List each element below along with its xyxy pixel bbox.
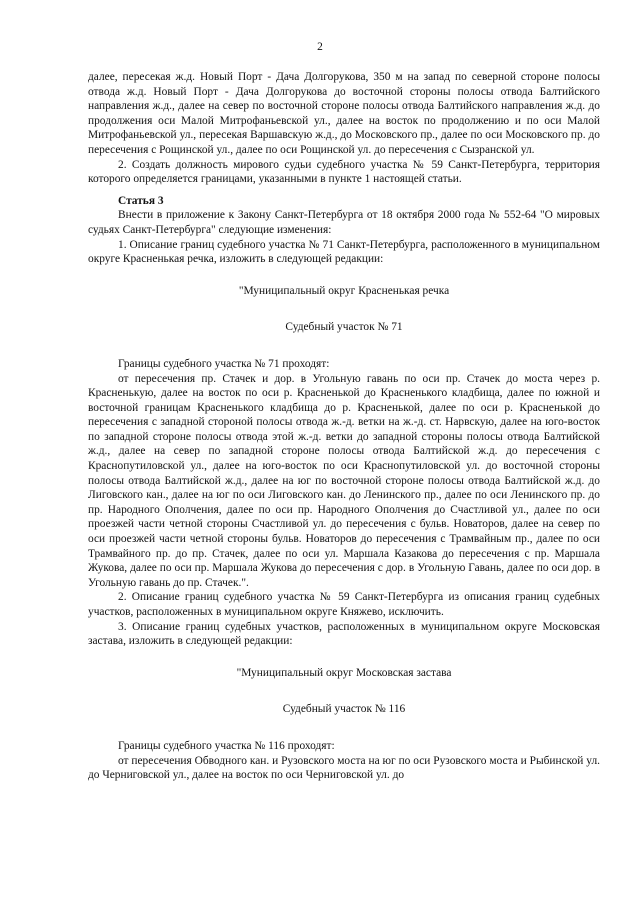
page-number: 2 [317,41,323,53]
section-heading-71: Судебный участок № 71 [285,321,403,334]
bounds-116-description: от пересечения Обводного кан. и Рузовского моста на юг по оси Рузовского моста и Рыбинской ул. до Черниговской ул., далее на восток по оси Черниговской ул. до [88,754,600,782]
paragraph-item-2: 2. Создать должность мирового судьи судебного участка № 59 Санкт-Петербурга, территория которого определяется границами, указанными в пункте 1 настоящей статьи. [88,158,600,186]
district-heading-krasnenkaya: "Муниципальный округ Красненькая речка [238,284,450,297]
document-body [88,70,600,783]
paragraph-continuation: далее, пересекая ж.д. Новый Порт - Дача Долгорукова, 350 м на запад по северной стороне полосы отвода ж.д. Новый Порт - Дача Долгорукова до восточной стороны полосы отвода Балтийского направления ж.д., далее на север по восточной стороне полосы отвода Балтийского направления ж.д. до продолжения оси Малой Митрофаньевской ул., далее на восток по продолжению и по оси Малой Митрофаньевской ул., пересекая Варшавскую ж.д., до Московского пр., далее по оси Московского пр. до пересечения с Рощинской ул., далее по оси Рощинской ул. до пересечения с Сызранской ул. [88,71,600,156]
article-3-heading: Статья 3 [118,194,164,207]
paragraph-amendment-1: 1. Описание границ судебного участка № 71 Санкт-Петербурга, расположенного в муниципальном округе Красненькая речка, изложить в следующей редакции: [88,238,600,266]
bounds-71-intro: Границы судебного участка № 71 проходят: [118,357,330,370]
article-3-intro: Внести в приложение к Закону Санкт-Петербурга от 18 октября 2000 года № 552-64 "О мировых судьях Санкт-Петербурга" следующие изменения: [88,209,600,236]
section-heading-116: Судебный участок № 116 [282,703,406,716]
paragraph-amendment-3: 3. Описание границ судебных участков, расположенных в муниципальном округе Московская застава, изложить в следующей редакции: [88,620,600,648]
bounds-71-description: от пересечения пр. Стачек и дор. в Угольную гавань по оси пр. Стачек до моста через р. Красненькую, далее на восток по оси р. Красненькой до Красненького кладбища, далее по южной и восточной границам Красненького кладбища до р. Красненькой, далее по оси р. Красненькой до пересечения с западной стороной полосы отвода ж.-д. ветки на ж.-д. ст. Нарвскую, далее на юго-восток по западной стороне полосы отвода этой ж.-д. ветки до западной стороны полосы отвода Балтийской ж.д., далее на север по западной стороне полосы отвода Балтийской ж.д. до пересечения с Краснопутиловской ул., далее на юго-восток по оси Краснопутиловской ул. до восточной стороны полосы отвода Балтийской ж.д., далее на юг по восточной стороне полосы отвода Балтийской ж.д. до Лиговского кан., далее на юг по оси Лиговского кан. до Ленинского пр., далее по оси Ленинского пр. до пр. Народного Ополчения, далее по оси пр. Народного Ополчения до Счастливой ул., далее по оси проезжей части четной стороны Счастливой ул. до пересечения с бульв. Новаторов, далее на север по оси проезжей части четной стороны бульв. Новаторов до пересечения с Трамвайным пр., далее по оси Трамвайного пр. до пр. Стачек, далее по оси ул. Маршала Казакова до пересечения с пр. Маршала Жукова, далее по оси пр. Маршала Жукова до пересечения с дор. в Угольную Гавань, далее по оси дор. в Угольную гавань до пр. Стачек.". [88,372,600,589]
district-heading-moskovskaya: "Муниципальный округ Московская застава [236,666,452,679]
paragraph-amendment-2: 2. Описание границ судебного участка № 59 Санкт-Петербурга из описания границ судебных участков, расположенных в муниципальном округе Княжево, исключить. [88,591,600,618]
bounds-116-intro: Границы судебного участка № 116 проходят: [118,739,335,752]
